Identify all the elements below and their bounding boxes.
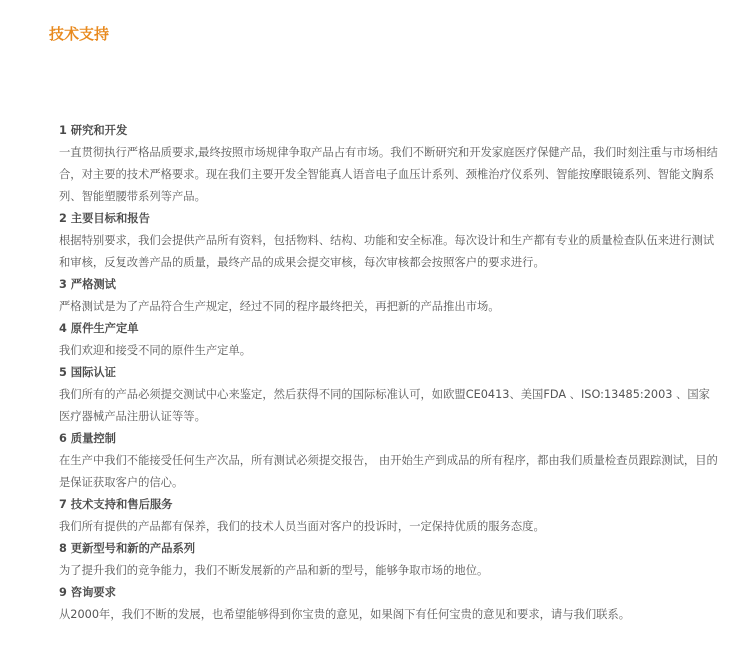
section-body: 为了提升我们的竞争能力，我们不断发展新的产品和新的型号，能够争取市场的地位。 [59,564,489,577]
section-body: 我们所有的产品必须提交测试中心来鉴定，然后获得不同的国际标准认可，如欧盟CE0413、美国FDA 、ISO:13485:2003 、国家医疗器械产品注册认证等等。 [59,388,710,423]
section-new-models [59,538,719,582]
section-title: 7 技术支持和售后服务 [59,498,173,511]
section-title: 3 严格测试 [59,278,116,291]
section-title: 2 主要目标和报告 [59,212,150,225]
section-goals-reports [59,208,719,274]
section-title: 4 原件生产定单 [59,322,139,335]
section-inquiries [59,582,719,626]
section-title: 5 国际认证 [59,366,116,379]
section-body: 根据特别要求，我们会提供产品所有资料，包括物料、结构、功能和安全标准。每次设计和生产都有专业的质量检查队伍来进行测试和审核，反复改善产品的质量，最终产品的成果会提交审核，每次审核都会按照客户的要求进行。 [59,234,715,269]
section-oem-orders [59,318,719,362]
section-title: 6 质量控制 [59,432,116,445]
page-header [0,0,738,60]
section-support-service [59,494,719,538]
section-title: 1 研究和开发 [59,124,128,137]
tech-support-content [59,120,719,626]
section-research [59,120,719,208]
section-quality-control [59,428,719,494]
section-title: 8 更新型号和新的产品系列 [59,542,196,555]
section-body: 我们欢迎和接受不同的原件生产定单。 [59,344,252,357]
section-body: 严格测试是为了产品符合生产规定，经过不同的程序最终把关，再把新的产品推出市场。 [59,300,500,313]
section-body: 我们所有提供的产品都有保养，我们的技术人员当面对客户的投诉时，一定保持优质的服务态度。 [59,520,545,533]
section-body: 从2000年，我们不断的发展，也希望能够得到你宝贵的意见，如果阁下有任何宝贵的意见和要求，请与我们联系。 [59,608,631,621]
section-certification [59,362,719,428]
section-body: 在生产中我们不能接受任何生产次品，所有测试必须提交报告， 由开始生产到成品的所有程序，都由我们质量检查员跟踪测试，目的是保证获取客户的信心。 [59,454,718,489]
section-title: 9 咨询要求 [59,586,116,599]
page-title: 技术支持 [49,25,110,43]
section-strict-testing [59,274,719,318]
section-body: 一直贯彻执行严格品质要求,最终按照市场规律争取产品占有市场。我们不断研究和开发家庭医疗保健产品，我们时刻注重与市场相结合，对主要的技术严格要求。现在我们主要开发全智能真人语音电子血压计系列、颈椎治疗仪系列、智能按摩眼镜系列、智能文胸系列、智能塑腰带系列等产品。 [59,146,718,203]
